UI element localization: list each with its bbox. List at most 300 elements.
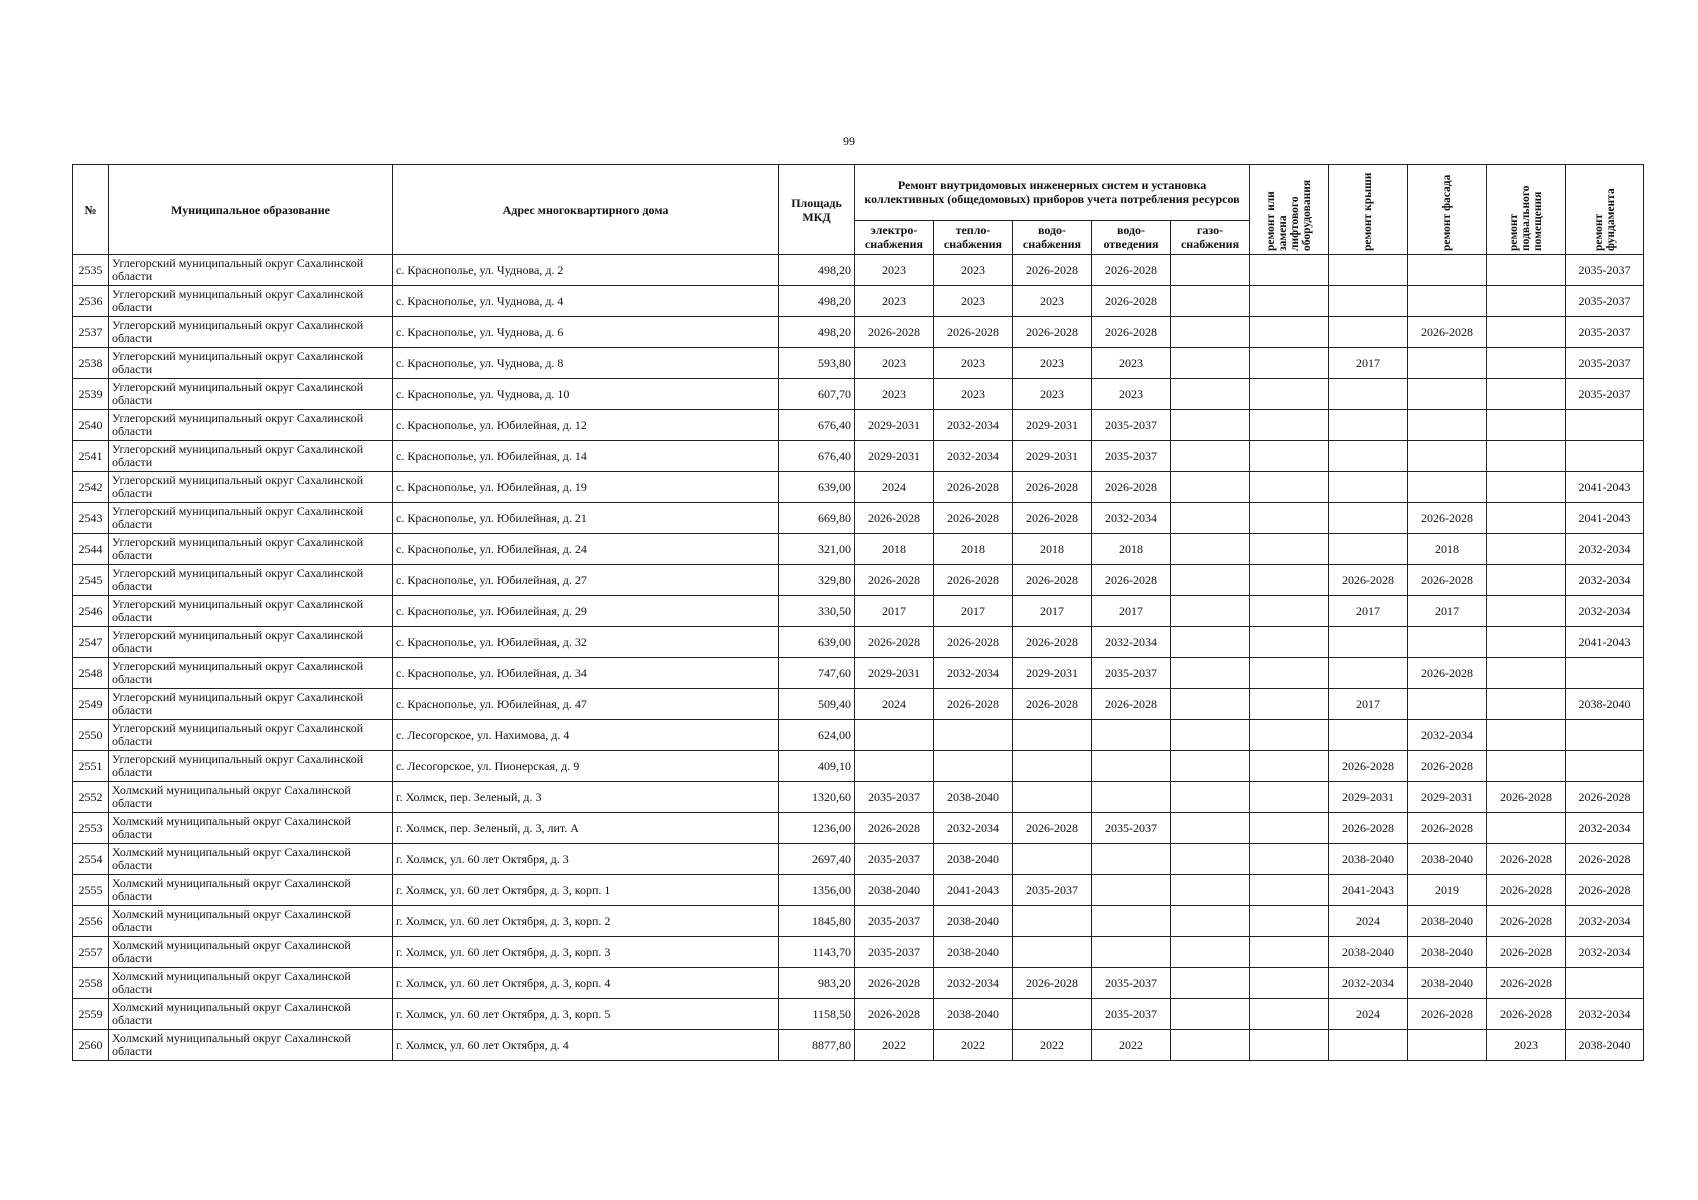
cell-lift xyxy=(1250,534,1329,565)
cell-basement xyxy=(1487,348,1566,379)
cell-municipality: Углегорский муниципальный округ Сахалинской области xyxy=(109,627,393,658)
cell-lift xyxy=(1250,689,1329,720)
cell-foundation: 2026-2028 xyxy=(1566,875,1644,906)
cell-lift xyxy=(1250,1030,1329,1061)
cell-address: с. Краснополье, ул. Юбилейная, д. 27 xyxy=(393,565,779,596)
cell-lift xyxy=(1250,875,1329,906)
cell-foundation xyxy=(1566,441,1644,472)
cell-foundation xyxy=(1566,751,1644,782)
cell-electric: 2017 xyxy=(855,596,934,627)
page-number: 99 xyxy=(843,134,855,148)
cell-electric xyxy=(855,720,934,751)
cell-lift xyxy=(1250,348,1329,379)
header-electric: электро-снабжения xyxy=(855,220,934,254)
cell-address: с. Лесогорское, ул. Пионерская, д. 9 xyxy=(393,751,779,782)
cell-water-drain xyxy=(1092,720,1171,751)
cell-address: г. Холмск, ул. 60 лет Октября, д. 4 xyxy=(393,1030,779,1061)
cell-roof: 2038-2040 xyxy=(1329,844,1408,875)
table-row xyxy=(73,1030,1644,1061)
cell-heat: 2032-2034 xyxy=(934,441,1013,472)
cell-facade: 2029-2031 xyxy=(1408,782,1487,813)
cell-gas xyxy=(1171,534,1250,565)
cell-heat: 2038-2040 xyxy=(934,844,1013,875)
cell-address: с. Краснополье, ул. Юбилейная, д. 21 xyxy=(393,503,779,534)
cell-area: 676,40 xyxy=(779,441,855,472)
cell-num: 2542 xyxy=(73,472,109,503)
cell-basement: 2023 xyxy=(1487,1030,1566,1061)
cell-num: 2554 xyxy=(73,844,109,875)
cell-electric: 2023 xyxy=(855,348,934,379)
cell-electric: 2023 xyxy=(855,286,934,317)
cell-heat: 2038-2040 xyxy=(934,999,1013,1030)
cell-electric: 2035-2037 xyxy=(855,906,934,937)
cell-water-drain: 2035-2037 xyxy=(1092,999,1171,1030)
cell-area: 607,70 xyxy=(779,379,855,410)
cell-municipality: Холмский муниципальный округ Сахалинской области xyxy=(109,968,393,999)
cell-basement: 2026-2028 xyxy=(1487,999,1566,1030)
cell-municipality: Углегорский муниципальный округ Сахалинской области xyxy=(109,720,393,751)
cell-area: 498,20 xyxy=(779,255,855,286)
cell-municipality: Холмский муниципальный округ Сахалинской области xyxy=(109,999,393,1030)
cell-basement xyxy=(1487,255,1566,286)
table-row xyxy=(73,596,1644,627)
cell-area: 409,10 xyxy=(779,751,855,782)
cell-basement xyxy=(1487,813,1566,844)
table-row xyxy=(73,968,1644,999)
cell-roof xyxy=(1329,286,1408,317)
cell-roof: 2029-2031 xyxy=(1329,782,1408,813)
cell-address: с. Краснополье, ул. Юбилейная, д. 29 xyxy=(393,596,779,627)
cell-water-supply: 2026-2028 xyxy=(1013,472,1092,503)
header-address: Адрес многоквартирного дома xyxy=(393,165,779,255)
cell-roof: 2017 xyxy=(1329,689,1408,720)
cell-foundation: 2032-2034 xyxy=(1566,906,1644,937)
cell-municipality: Холмский муниципальный округ Сахалинской области xyxy=(109,844,393,875)
cell-heat: 2026-2028 xyxy=(934,565,1013,596)
cell-basement xyxy=(1487,627,1566,658)
cell-gas xyxy=(1171,441,1250,472)
cell-municipality: Углегорский муниципальный округ Сахалинской области xyxy=(109,379,393,410)
cell-area: 1236,00 xyxy=(779,813,855,844)
cell-num: 2551 xyxy=(73,751,109,782)
cell-lift xyxy=(1250,658,1329,689)
cell-facade: 2026-2028 xyxy=(1408,751,1487,782)
cell-area: 330,50 xyxy=(779,596,855,627)
cell-gas xyxy=(1171,844,1250,875)
cell-water-supply xyxy=(1013,782,1092,813)
cell-heat: 2038-2040 xyxy=(934,782,1013,813)
cell-foundation xyxy=(1566,658,1644,689)
cell-address: г. Холмск, ул. 60 лет Октября, д. 3, корп. 5 xyxy=(393,999,779,1030)
cell-water-supply xyxy=(1013,999,1092,1030)
cell-num: 2541 xyxy=(73,441,109,472)
cell-electric xyxy=(855,751,934,782)
cell-basement xyxy=(1487,410,1566,441)
cell-area: 321,00 xyxy=(779,534,855,565)
header-municipality: Муниципальное образование xyxy=(109,165,393,255)
cell-water-supply xyxy=(1013,844,1092,875)
header-systems-group: Ремонт внутридомовых инженерных систем и установка коллективных (общедомовых) приборов учета потребления ресурсов xyxy=(855,165,1250,221)
cell-water-drain: 2026-2028 xyxy=(1092,255,1171,286)
cell-water-supply: 2026-2028 xyxy=(1013,503,1092,534)
cell-num: 2557 xyxy=(73,937,109,968)
cell-address: с. Краснополье, ул. Юбилейная, д. 24 xyxy=(393,534,779,565)
cell-municipality: Углегорский муниципальный округ Сахалинской области xyxy=(109,658,393,689)
cell-foundation: 2032-2034 xyxy=(1566,937,1644,968)
cell-basement xyxy=(1487,317,1566,348)
cell-roof xyxy=(1329,534,1408,565)
cell-basement xyxy=(1487,689,1566,720)
cell-num: 2545 xyxy=(73,565,109,596)
cell-electric: 2024 xyxy=(855,472,934,503)
cell-lift xyxy=(1250,410,1329,441)
cell-municipality: Углегорский муниципальный округ Сахалинской области xyxy=(109,286,393,317)
cell-foundation: 2038-2040 xyxy=(1566,689,1644,720)
cell-municipality: Углегорский муниципальный округ Сахалинской области xyxy=(109,317,393,348)
cell-lift xyxy=(1250,472,1329,503)
cell-roof: 2032-2034 xyxy=(1329,968,1408,999)
table-row xyxy=(73,410,1644,441)
header-water-drain: водо-отведения xyxy=(1092,220,1171,254)
cell-gas xyxy=(1171,720,1250,751)
cell-gas xyxy=(1171,627,1250,658)
table-row xyxy=(73,875,1644,906)
cell-electric: 2029-2031 xyxy=(855,658,934,689)
cell-water-drain: 2026-2028 xyxy=(1092,472,1171,503)
cell-gas xyxy=(1171,689,1250,720)
table-row xyxy=(73,937,1644,968)
cell-roof: 2017 xyxy=(1329,348,1408,379)
cell-gas xyxy=(1171,658,1250,689)
cell-num: 2539 xyxy=(73,379,109,410)
cell-num: 2540 xyxy=(73,410,109,441)
cell-water-supply: 2026-2028 xyxy=(1013,255,1092,286)
cell-water-supply: 2029-2031 xyxy=(1013,410,1092,441)
cell-gas xyxy=(1171,596,1250,627)
cell-area: 329,80 xyxy=(779,565,855,596)
cell-electric: 2035-2037 xyxy=(855,844,934,875)
cell-num: 2550 xyxy=(73,720,109,751)
cell-facade xyxy=(1408,286,1487,317)
cell-water-drain: 2035-2037 xyxy=(1092,441,1171,472)
cell-municipality: Углегорский муниципальный округ Сахалинской области xyxy=(109,596,393,627)
cell-address: с. Краснополье, ул. Юбилейная, д. 14 xyxy=(393,441,779,472)
cell-electric: 2026-2028 xyxy=(855,813,934,844)
cell-water-drain: 2023 xyxy=(1092,348,1171,379)
cell-electric: 2026-2028 xyxy=(855,627,934,658)
cell-water-supply: 2026-2028 xyxy=(1013,627,1092,658)
cell-num: 2560 xyxy=(73,1030,109,1061)
cell-facade: 2038-2040 xyxy=(1408,906,1487,937)
cell-foundation: 2032-2034 xyxy=(1566,565,1644,596)
cell-basement xyxy=(1487,379,1566,410)
cell-water-drain xyxy=(1092,875,1171,906)
cell-address: г. Холмск, ул. 60 лет Октября, д. 3, корп. 3 xyxy=(393,937,779,968)
cell-water-drain xyxy=(1092,844,1171,875)
cell-facade xyxy=(1408,348,1487,379)
table-row xyxy=(73,534,1644,565)
cell-foundation: 2035-2037 xyxy=(1566,317,1644,348)
table-row xyxy=(73,348,1644,379)
cell-gas xyxy=(1171,1030,1250,1061)
header-foundation: ремонт фундамента xyxy=(1566,165,1644,255)
cell-water-supply: 2026-2028 xyxy=(1013,968,1092,999)
cell-area: 1320,60 xyxy=(779,782,855,813)
header-water-supply: водо-снабжения xyxy=(1013,220,1092,254)
table-row xyxy=(73,813,1644,844)
cell-water-supply xyxy=(1013,720,1092,751)
cell-facade: 2026-2028 xyxy=(1408,317,1487,348)
cell-gas xyxy=(1171,255,1250,286)
cell-area: 1356,00 xyxy=(779,875,855,906)
cell-water-drain: 2032-2034 xyxy=(1092,503,1171,534)
cell-roof: 2024 xyxy=(1329,999,1408,1030)
cell-basement: 2026-2028 xyxy=(1487,968,1566,999)
cell-area: 983,20 xyxy=(779,968,855,999)
cell-facade: 2038-2040 xyxy=(1408,937,1487,968)
cell-gas xyxy=(1171,317,1250,348)
cell-basement xyxy=(1487,751,1566,782)
cell-basement xyxy=(1487,286,1566,317)
cell-municipality: Углегорский муниципальный округ Сахалинской области xyxy=(109,441,393,472)
cell-facade: 2026-2028 xyxy=(1408,565,1487,596)
cell-facade: 2038-2040 xyxy=(1408,968,1487,999)
cell-area: 498,20 xyxy=(779,317,855,348)
cell-municipality: Углегорский муниципальный округ Сахалинской области xyxy=(109,751,393,782)
cell-roof: 2026-2028 xyxy=(1329,565,1408,596)
cell-roof xyxy=(1329,317,1408,348)
cell-municipality: Углегорский муниципальный округ Сахалинской области xyxy=(109,565,393,596)
cell-municipality: Холмский муниципальный округ Сахалинской области xyxy=(109,906,393,937)
cell-electric: 2035-2037 xyxy=(855,782,934,813)
cell-facade: 2026-2028 xyxy=(1408,503,1487,534)
cell-address: с. Краснополье, ул. Чуднова, д. 4 xyxy=(393,286,779,317)
cell-foundation: 2035-2037 xyxy=(1566,379,1644,410)
cell-heat: 2023 xyxy=(934,379,1013,410)
cell-electric: 2029-2031 xyxy=(855,441,934,472)
cell-municipality: Углегорский муниципальный округ Сахалинской области xyxy=(109,534,393,565)
cell-gas xyxy=(1171,410,1250,441)
cell-facade: 2019 xyxy=(1408,875,1487,906)
cell-heat xyxy=(934,720,1013,751)
cell-num: 2558 xyxy=(73,968,109,999)
cell-area: 593,80 xyxy=(779,348,855,379)
cell-heat: 2023 xyxy=(934,286,1013,317)
cell-roof xyxy=(1329,379,1408,410)
cell-foundation: 2032-2034 xyxy=(1566,999,1644,1030)
cell-water-supply: 2029-2031 xyxy=(1013,658,1092,689)
cell-roof: 2026-2028 xyxy=(1329,813,1408,844)
cell-roof: 2024 xyxy=(1329,906,1408,937)
cell-water-drain: 2026-2028 xyxy=(1092,317,1171,348)
cell-address: с. Краснополье, ул. Юбилейная, д. 34 xyxy=(393,658,779,689)
repair-schedule-table xyxy=(72,164,1644,1061)
cell-address: г. Холмск, пер. Зеленый, д. 3, лит. А xyxy=(393,813,779,844)
cell-electric: 2024 xyxy=(855,689,934,720)
cell-lift xyxy=(1250,751,1329,782)
cell-electric: 2026-2028 xyxy=(855,503,934,534)
cell-heat: 2038-2040 xyxy=(934,906,1013,937)
cell-water-supply: 2026-2028 xyxy=(1013,689,1092,720)
cell-foundation: 2026-2028 xyxy=(1566,782,1644,813)
table-row xyxy=(73,844,1644,875)
cell-basement xyxy=(1487,441,1566,472)
cell-water-supply: 2035-2037 xyxy=(1013,875,1092,906)
cell-roof: 2041-2043 xyxy=(1329,875,1408,906)
table-row xyxy=(73,906,1644,937)
cell-address: с. Краснополье, ул. Юбилейная, д. 47 xyxy=(393,689,779,720)
cell-address: г. Холмск, ул. 60 лет Октября, д. 3, корп. 4 xyxy=(393,968,779,999)
cell-lift xyxy=(1250,317,1329,348)
cell-lift xyxy=(1250,596,1329,627)
cell-heat: 2017 xyxy=(934,596,1013,627)
cell-water-drain: 2026-2028 xyxy=(1092,286,1171,317)
cell-address: с. Краснополье, ул. Чуднова, д. 10 xyxy=(393,379,779,410)
cell-lift xyxy=(1250,441,1329,472)
cell-heat: 2032-2034 xyxy=(934,813,1013,844)
cell-water-supply: 2026-2028 xyxy=(1013,565,1092,596)
cell-foundation: 2032-2034 xyxy=(1566,596,1644,627)
cell-num: 2559 xyxy=(73,999,109,1030)
cell-address: с. Краснополье, ул. Чуднова, д. 2 xyxy=(393,255,779,286)
cell-water-supply xyxy=(1013,906,1092,937)
cell-area: 669,80 xyxy=(779,503,855,534)
cell-heat: 2032-2034 xyxy=(934,968,1013,999)
cell-water-drain: 2017 xyxy=(1092,596,1171,627)
cell-gas xyxy=(1171,813,1250,844)
cell-area: 639,00 xyxy=(779,472,855,503)
cell-facade xyxy=(1408,1030,1487,1061)
cell-heat xyxy=(934,751,1013,782)
cell-lift xyxy=(1250,844,1329,875)
cell-water-supply: 2023 xyxy=(1013,379,1092,410)
cell-heat: 2038-2040 xyxy=(934,937,1013,968)
cell-heat: 2023 xyxy=(934,348,1013,379)
cell-heat: 2026-2028 xyxy=(934,627,1013,658)
cell-municipality: Углегорский муниципальный округ Сахалинской области xyxy=(109,472,393,503)
cell-electric: 2023 xyxy=(855,379,934,410)
cell-address: с. Краснополье, ул. Юбилейная, д. 19 xyxy=(393,472,779,503)
cell-num: 2536 xyxy=(73,286,109,317)
table-body xyxy=(73,255,1644,1061)
cell-roof xyxy=(1329,627,1408,658)
cell-facade xyxy=(1408,410,1487,441)
cell-roof xyxy=(1329,255,1408,286)
cell-water-supply: 2023 xyxy=(1013,348,1092,379)
cell-num: 2537 xyxy=(73,317,109,348)
cell-heat: 2026-2028 xyxy=(934,503,1013,534)
cell-heat: 2026-2028 xyxy=(934,472,1013,503)
cell-address: с. Краснополье, ул. Юбилейная, д. 12 xyxy=(393,410,779,441)
cell-num: 2538 xyxy=(73,348,109,379)
cell-basement xyxy=(1487,658,1566,689)
cell-area: 498,20 xyxy=(779,286,855,317)
table-row xyxy=(73,255,1644,286)
cell-water-supply: 2017 xyxy=(1013,596,1092,627)
cell-roof xyxy=(1329,503,1408,534)
cell-water-drain xyxy=(1092,937,1171,968)
cell-facade xyxy=(1408,379,1487,410)
cell-facade: 2026-2028 xyxy=(1408,999,1487,1030)
cell-water-supply: 2023 xyxy=(1013,286,1092,317)
cell-heat: 2026-2028 xyxy=(934,689,1013,720)
cell-num: 2547 xyxy=(73,627,109,658)
cell-gas xyxy=(1171,937,1250,968)
cell-foundation: 2035-2037 xyxy=(1566,348,1644,379)
cell-address: г. Холмск, ул. 60 лет Октября, д. 3, корп. 2 xyxy=(393,906,779,937)
cell-facade: 2026-2028 xyxy=(1408,658,1487,689)
cell-electric: 2026-2028 xyxy=(855,999,934,1030)
header-heat: тепло-снабжения xyxy=(934,220,1013,254)
cell-foundation xyxy=(1566,720,1644,751)
cell-num: 2543 xyxy=(73,503,109,534)
cell-electric: 2026-2028 xyxy=(855,565,934,596)
cell-water-supply: 2029-2031 xyxy=(1013,441,1092,472)
cell-facade: 2038-2040 xyxy=(1408,844,1487,875)
header-gas: газо-снабжения xyxy=(1171,220,1250,254)
cell-gas xyxy=(1171,379,1250,410)
cell-gas xyxy=(1171,968,1250,999)
cell-num: 2549 xyxy=(73,689,109,720)
table-row xyxy=(73,441,1644,472)
cell-area: 8877,80 xyxy=(779,1030,855,1061)
table-row xyxy=(73,286,1644,317)
cell-lift xyxy=(1250,968,1329,999)
cell-roof xyxy=(1329,472,1408,503)
cell-basement xyxy=(1487,472,1566,503)
cell-municipality: Холмский муниципальный округ Сахалинской области xyxy=(109,782,393,813)
cell-heat: 2032-2034 xyxy=(934,410,1013,441)
table-row xyxy=(73,503,1644,534)
cell-num: 2535 xyxy=(73,255,109,286)
cell-address: г. Холмск, ул. 60 лет Октября, д. 3, корп. 1 xyxy=(393,875,779,906)
cell-water-drain xyxy=(1092,906,1171,937)
cell-municipality: Холмский муниципальный округ Сахалинской области xyxy=(109,813,393,844)
cell-municipality: Углегорский муниципальный округ Сахалинской области xyxy=(109,348,393,379)
cell-gas xyxy=(1171,348,1250,379)
cell-water-supply: 2022 xyxy=(1013,1030,1092,1061)
header-num: № xyxy=(73,165,109,255)
cell-municipality: Углегорский муниципальный округ Сахалинской области xyxy=(109,689,393,720)
cell-water-supply: 2026-2028 xyxy=(1013,813,1092,844)
table-row xyxy=(73,627,1644,658)
cell-roof xyxy=(1329,720,1408,751)
cell-electric: 2023 xyxy=(855,255,934,286)
cell-basement: 2026-2028 xyxy=(1487,782,1566,813)
cell-facade: 2032-2034 xyxy=(1408,720,1487,751)
cell-address: с. Краснополье, ул. Чуднова, д. 6 xyxy=(393,317,779,348)
cell-foundation xyxy=(1566,410,1644,441)
cell-electric: 2018 xyxy=(855,534,934,565)
cell-num: 2556 xyxy=(73,906,109,937)
cell-basement xyxy=(1487,596,1566,627)
cell-heat: 2032-2034 xyxy=(934,658,1013,689)
cell-gas xyxy=(1171,782,1250,813)
cell-heat: 2041-2043 xyxy=(934,875,1013,906)
cell-gas xyxy=(1171,875,1250,906)
cell-address: с. Краснополье, ул. Чуднова, д. 8 xyxy=(393,348,779,379)
cell-electric: 2035-2037 xyxy=(855,937,934,968)
cell-area: 1143,70 xyxy=(779,937,855,968)
cell-lift xyxy=(1250,286,1329,317)
cell-water-drain xyxy=(1092,782,1171,813)
cell-lift xyxy=(1250,999,1329,1030)
cell-facade xyxy=(1408,441,1487,472)
cell-water-supply: 2026-2028 xyxy=(1013,317,1092,348)
cell-area: 2697,40 xyxy=(779,844,855,875)
cell-water-drain: 2035-2037 xyxy=(1092,813,1171,844)
cell-water-drain: 2035-2037 xyxy=(1092,968,1171,999)
